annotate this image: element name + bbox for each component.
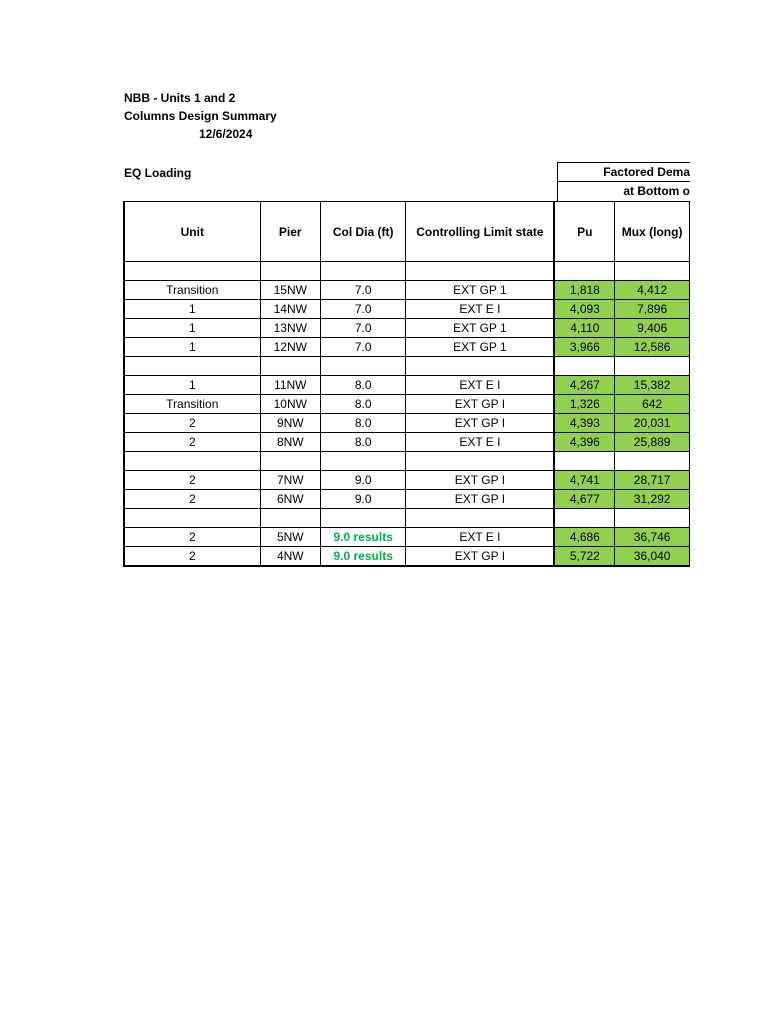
pier-cell: 10NW [260, 395, 320, 414]
pu-cell: 3,966 [554, 338, 614, 357]
report-subtitle: Columns Design Summary [124, 109, 277, 123]
col-dia-cell: 9.0 results [320, 528, 405, 547]
unit-cell [124, 452, 260, 471]
unit-cell [124, 509, 260, 528]
table-row [124, 338, 690, 357]
mux-cell [615, 452, 690, 471]
col-dia-cell: 9.0 [320, 490, 405, 509]
limit-state-cell [406, 452, 555, 471]
pier-cell: 12NW [260, 338, 320, 357]
col-dia-cell [320, 452, 405, 471]
bottom-location-header: at Bottom o [557, 182, 690, 202]
col-dia-cell: 7.0 [320, 319, 405, 338]
col-header-pu: Pu [554, 202, 614, 262]
mux-cell: 28,717 [615, 471, 690, 490]
unit-cell: 2 [124, 433, 260, 452]
mux-cell: 31,292 [615, 490, 690, 509]
mux-cell: 4,412 [615, 281, 690, 300]
pu-cell [554, 262, 614, 281]
spacer-row [124, 452, 690, 471]
col-dia-cell: 9.0 results [320, 547, 405, 567]
limit-state-cell: EXT E I [406, 528, 555, 547]
col-dia-cell [320, 509, 405, 528]
factored-demand-header: Factored Dema [557, 162, 690, 182]
col-dia-cell [320, 262, 405, 281]
mux-cell [615, 357, 690, 376]
pier-cell: 6NW [260, 490, 320, 509]
pier-cell: 13NW [260, 319, 320, 338]
table-row [124, 433, 690, 452]
pier-cell [260, 262, 320, 281]
unit-cell: 1 [124, 300, 260, 319]
limit-state-cell: EXT GP 1 [406, 281, 555, 300]
pu-cell: 1,818 [554, 281, 614, 300]
spacer-row [124, 509, 690, 528]
limit-state-cell: EXT E I [406, 300, 555, 319]
unit-cell [124, 357, 260, 376]
table-header-row [124, 202, 690, 262]
limit-state-cell: EXT GP 1 [406, 319, 555, 338]
unit-cell: 2 [124, 414, 260, 433]
mux-cell: 12,586 [615, 338, 690, 357]
table-row [124, 547, 690, 567]
pu-cell [554, 357, 614, 376]
pu-cell: 4,741 [554, 471, 614, 490]
columns-design-table [123, 201, 690, 567]
pu-cell [554, 452, 614, 471]
pu-cell: 4,267 [554, 376, 614, 395]
mux-cell: 15,382 [615, 376, 690, 395]
table-row [124, 414, 690, 433]
unit-cell: 1 [124, 376, 260, 395]
limit-state-cell [406, 357, 555, 376]
limit-state-cell: EXT GP I [406, 395, 555, 414]
limit-state-cell: EXT GP 1 [406, 338, 555, 357]
mux-cell: 25,889 [615, 433, 690, 452]
pu-cell: 4,677 [554, 490, 614, 509]
mux-cell: 36,040 [615, 547, 690, 567]
limit-state-cell: EXT GP I [406, 471, 555, 490]
limit-state-cell: EXT GP I [406, 547, 555, 567]
pier-cell [260, 357, 320, 376]
pier-cell: 5NW [260, 528, 320, 547]
unit-cell: Transition [124, 395, 260, 414]
col-dia-cell: 8.0 [320, 376, 405, 395]
pier-cell: 15NW [260, 281, 320, 300]
pier-cell: 14NW [260, 300, 320, 319]
table-row [124, 528, 690, 547]
report-date: 12/6/2024 [199, 127, 253, 141]
col-dia-cell: 8.0 [320, 433, 405, 452]
pier-cell: 4NW [260, 547, 320, 567]
col-header-mux: Mux (long) [615, 202, 690, 262]
unit-cell [124, 262, 260, 281]
pier-cell: 9NW [260, 414, 320, 433]
pier-cell: 11NW [260, 376, 320, 395]
limit-state-cell [406, 262, 555, 281]
mux-cell: 20,031 [615, 414, 690, 433]
table-row [124, 490, 690, 509]
unit-cell: 1 [124, 338, 260, 357]
unit-cell: 2 [124, 528, 260, 547]
limit-state-cell [406, 509, 555, 528]
pier-cell: 8NW [260, 433, 320, 452]
spacer-row [124, 357, 690, 376]
pu-cell: 1,326 [554, 395, 614, 414]
pu-cell [554, 509, 614, 528]
pu-cell: 4,393 [554, 414, 614, 433]
col-dia-cell: 7.0 [320, 281, 405, 300]
col-dia-cell: 7.0 [320, 338, 405, 357]
pier-cell [260, 509, 320, 528]
col-header-col-dia: Col Dia (ft) [320, 202, 405, 262]
col-dia-cell: 7.0 [320, 300, 405, 319]
mux-cell [615, 262, 690, 281]
mux-cell: 36,746 [615, 528, 690, 547]
table-row [124, 300, 690, 319]
pu-cell: 4,396 [554, 433, 614, 452]
spacer-row [124, 262, 690, 281]
mux-cell: 642 [615, 395, 690, 414]
pu-cell: 4,093 [554, 300, 614, 319]
pier-cell: 7NW [260, 471, 320, 490]
loading-label: EQ Loading [124, 166, 192, 180]
unit-cell: 2 [124, 471, 260, 490]
table-row [124, 395, 690, 414]
limit-state-cell: EXT E I [406, 376, 555, 395]
unit-cell: 1 [124, 319, 260, 338]
table-row [124, 281, 690, 300]
col-header-unit: Unit [124, 202, 260, 262]
limit-state-cell: EXT GP I [406, 414, 555, 433]
limit-state-cell: EXT E I [406, 433, 555, 452]
pu-cell: 4,110 [554, 319, 614, 338]
pier-cell [260, 452, 320, 471]
mux-cell: 9,406 [615, 319, 690, 338]
unit-cell: 2 [124, 490, 260, 509]
pu-cell: 4,686 [554, 528, 614, 547]
mux-cell: 7,896 [615, 300, 690, 319]
pu-cell: 5,722 [554, 547, 614, 567]
report-title: NBB - Units 1 and 2 [124, 91, 236, 105]
col-dia-cell: 8.0 [320, 414, 405, 433]
table-row [124, 319, 690, 338]
col-dia-cell: 9.0 [320, 471, 405, 490]
unit-cell: Transition [124, 281, 260, 300]
unit-cell: 2 [124, 547, 260, 567]
col-dia-cell: 8.0 [320, 395, 405, 414]
limit-state-cell: EXT GP I [406, 490, 555, 509]
table-row [124, 471, 690, 490]
col-header-pier: Pier [260, 202, 320, 262]
mux-cell [615, 509, 690, 528]
col-dia-cell [320, 357, 405, 376]
col-header-limit-state: Controlling Limit state [406, 202, 555, 262]
table-row [124, 376, 690, 395]
